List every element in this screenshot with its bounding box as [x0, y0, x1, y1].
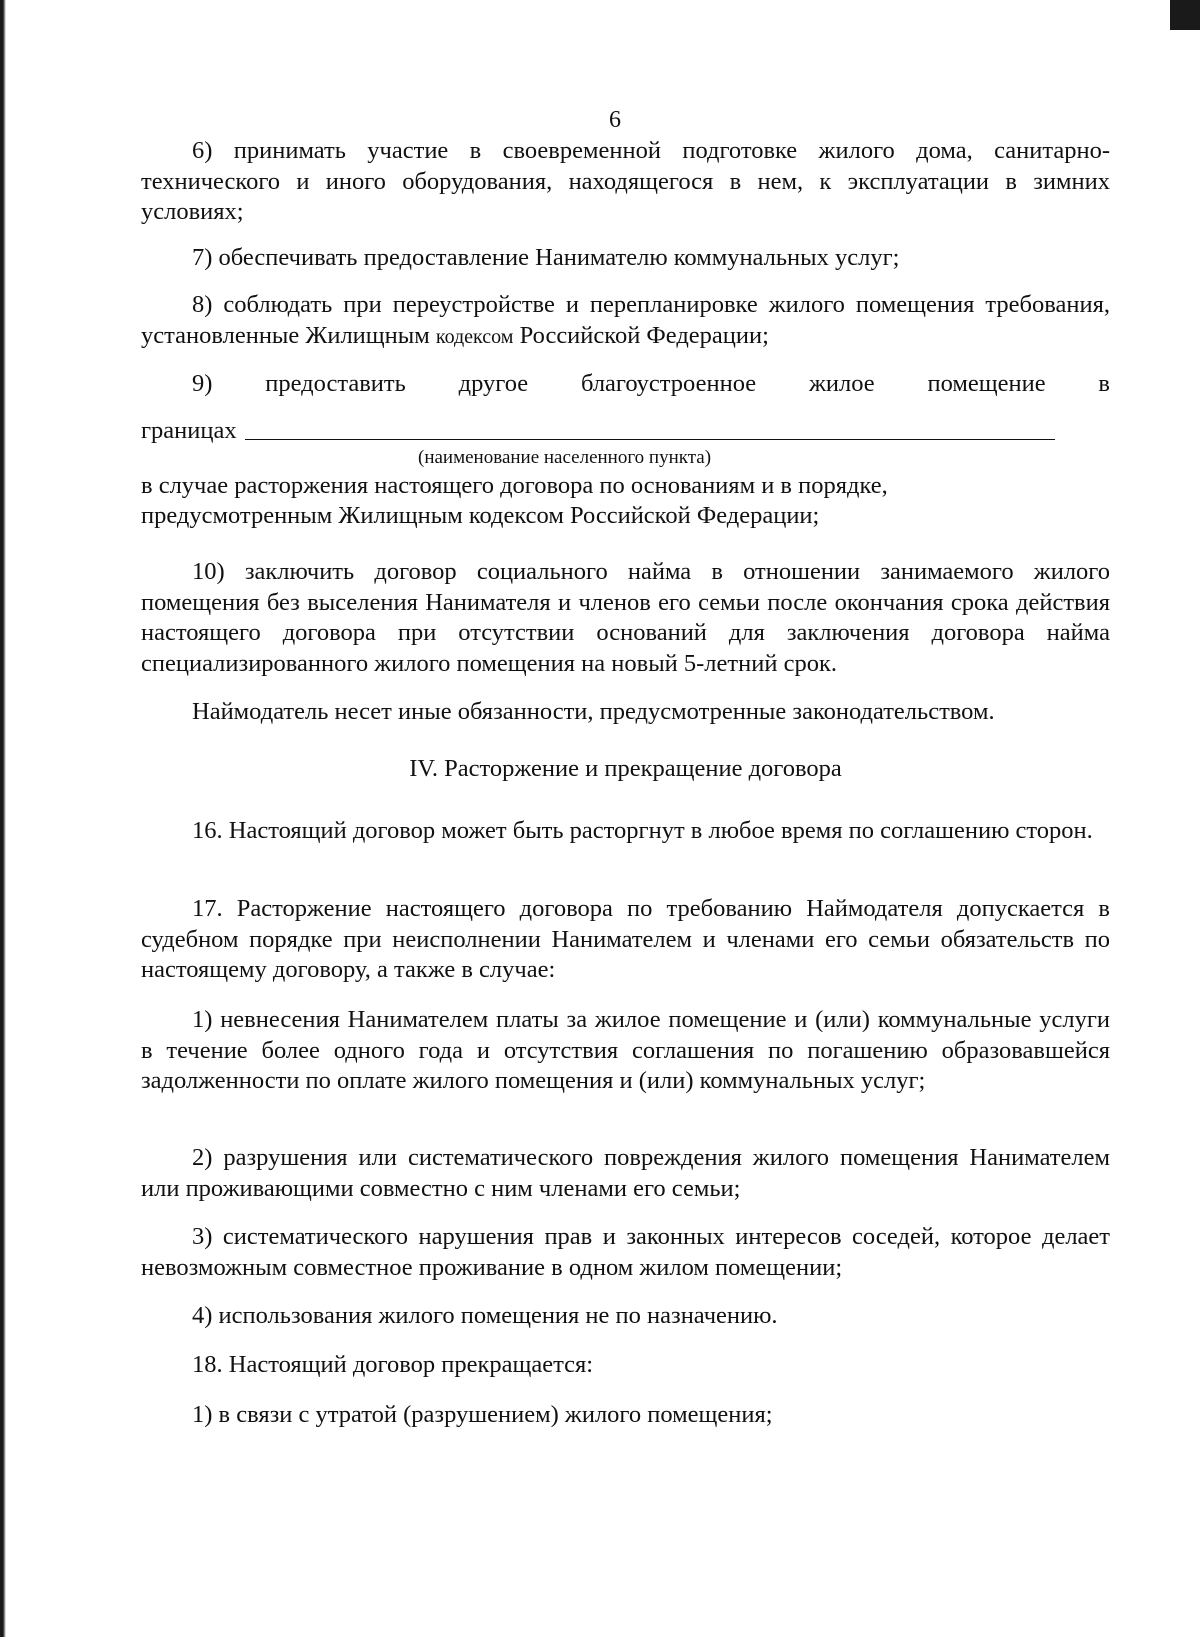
scan-edge-corner [1170, 0, 1200, 30]
clause-17-paragraph [141, 894, 1110, 986]
item-9-label-row [141, 416, 237, 446]
item-6-text: 6) принимать участие в своевременной подготовке жилого дома, санитарно-технического и иного оборудования, находящегося в нем, к эксплуатации в зимних условиях; [141, 137, 1110, 225]
item-7-paragraph [141, 243, 1110, 274]
clause-17-text: 17. Расторжение настоящего договора по требованию Наймодателя допускается в судебном порядке при неисполнении Нанимателем и членами его семьи обязательств по настоящему договору, а также в случае: [141, 895, 1110, 983]
landlord-other-duties [141, 697, 1110, 728]
clause-16-text: 16. Настоящий договор может быть расторгнут в любое время по соглашению сторон. [192, 817, 1093, 844]
clause-17-2-paragraph [141, 1143, 1110, 1204]
item-9-line3: предусмотренным Жилищным кодексом Российской Федерации; [141, 502, 820, 529]
item-9-line1 [141, 369, 1110, 400]
clause-16-paragraph [141, 816, 1110, 847]
item-9-line2: в случае расторжения настоящего договора по основаниям и в порядке, [141, 472, 888, 499]
item-8-paragraph [141, 290, 1110, 352]
clause-17-1-paragraph [141, 1005, 1110, 1097]
clause-18-text: 18. Настоящий договор прекращается: [192, 1351, 594, 1378]
settlement-name-blank-line [245, 439, 1055, 440]
item-8-small-word: кодексом [435, 325, 514, 348]
section-4-heading: IV. Расторжение и прекращение договора [409, 755, 842, 782]
clause-17-3-text: 3) систематического нарушения прав и законных интересов соседей, которое делает невозможным совместное проживание в одном жилом помещении; [141, 1223, 1110, 1281]
clause-17-2-text: 2) разрушения или систематического повреждения жилого помещения Нанимателем или проживающими совместно с ним членами его семьи; [141, 1144, 1110, 1202]
item-10-text: 10) заключить договор социального найма в отношении занимаемого жилого помещения без выселения Нанимателя и членов его семьи после окончания срока действия настоящего договора при отсутствии оснований для заключения договора найма специализированного жилого помещения на новый 5-летний срок. [141, 558, 1110, 677]
clause-17-3-paragraph [141, 1222, 1110, 1283]
landlord-other-duties-text: Наймодатель несет иные обязанности, предусмотренные законодательством. [192, 698, 995, 725]
item-7-text: 7) обеспечивать предоставление Нанимателю коммунальных услуг; [192, 244, 900, 271]
item-10-paragraph [141, 557, 1110, 679]
clause-17-4-paragraph [141, 1301, 1110, 1332]
item-9-label: границах [141, 417, 237, 444]
item-6-paragraph [141, 136, 1110, 228]
clause-18-1-text: 1) в связи с утратой (разрушением) жилого помещения; [192, 1401, 773, 1428]
settlement-name-caption: (наименование населенного пункта) [418, 447, 712, 468]
item-9-first-line-text: 9) предоставить другое благоустроенное жилое помещение в [192, 370, 1110, 397]
page-number: 6 [609, 107, 621, 133]
clause-17-1-text: 1) невнесения Нанимателем платы за жилое помещение и (или) коммунальные услуги в течение более одного года и отсутствия соглашения по погашению образовавшейся задолженности по оплате жилого помещения и (или) коммунальных услуг; [141, 1006, 1110, 1094]
clause-18-paragraph [141, 1350, 1110, 1381]
clause-17-4-text: 4) использования жилого помещения не по назначению. [192, 1302, 778, 1329]
item-8-text-part2: Российской Федерации; [519, 321, 769, 349]
scan-edge-left [0, 0, 6, 1637]
item-8-text-part1: 8) соблюдать при переустройстве и перепланировке жилого помещения требования, установленные Жилищным [141, 291, 1110, 349]
clause-18-1-paragraph [141, 1400, 1110, 1431]
